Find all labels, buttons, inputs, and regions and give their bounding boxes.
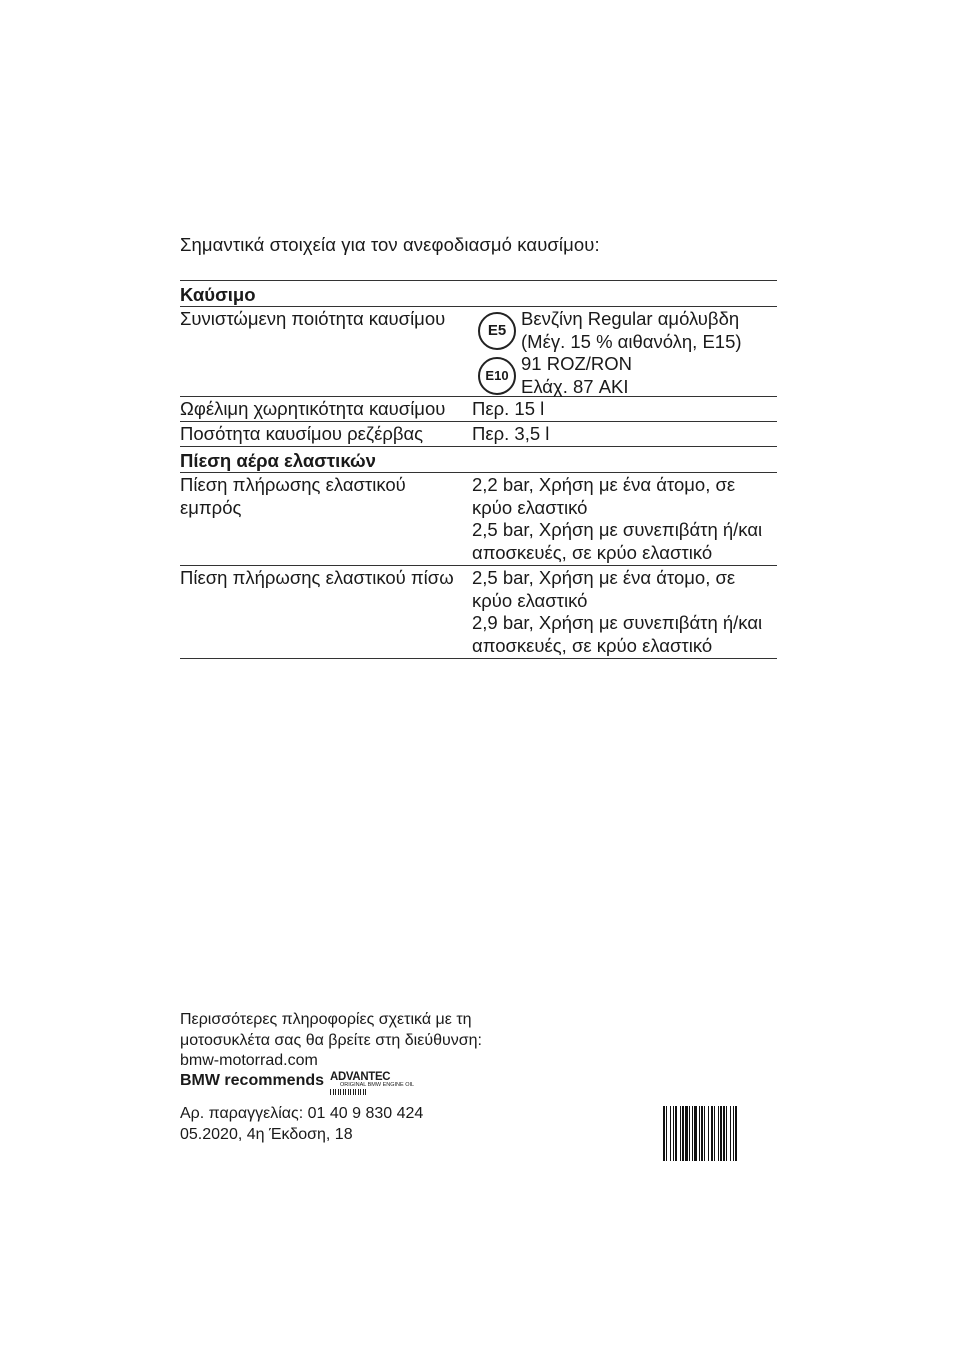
recommends-text: BMW recommends	[180, 1072, 325, 1089]
fuel-section-title: Καύσιμο	[180, 284, 256, 305]
advantec-logo-icon	[330, 1070, 430, 1096]
tyre-rear-solo-cont: κρύο ελαστικό	[472, 589, 588, 611]
fuel-reserve-row	[180, 422, 777, 446]
website-link[interactable]: bmw-motorrad.com	[180, 1052, 318, 1069]
fuel-reserve-value: Περ. 3,5 l	[472, 423, 550, 444]
tyre-rear-pillion-cont: αποσκευές, σε κρύο ελαστικό	[472, 634, 713, 656]
tyre-rear-solo: 2,5 bar, Χρήση με ένα άτομο, σε	[472, 567, 736, 588]
tyre-section-title: Πίεση αέρα ελαστικών	[180, 450, 376, 471]
spec-table	[180, 280, 777, 659]
footer-info-line1: Περισσότερες πληροφορίες σχετικά με τη	[180, 1011, 472, 1028]
fuel-quality-row	[180, 307, 777, 396]
intro-text: Σημαντικά στοιχεία για τον ανεφοδιασμό καυσίμου:	[180, 234, 600, 255]
tyre-front-row	[180, 473, 777, 565]
advantec-stripes	[330, 1089, 368, 1095]
advantec-logo-text: ADVANTEC	[330, 1069, 391, 1083]
fuel-type: Βενζίνη Regular αμόλυβδη	[521, 308, 740, 329]
fuel-quality-label: Συνιστώμενη ποιότητα καυσίμου	[180, 308, 446, 329]
tyre-rear-row	[180, 566, 777, 658]
tyre-front-solo: 2,2 bar, Χρήση με ένα άτομο, σε	[472, 474, 736, 495]
order-number: Αρ. παραγγελίας: 01 40 9 830 424	[180, 1105, 424, 1122]
fuel-octane-ron: 91 ROZ/RON	[521, 353, 633, 374]
tyre-front-pillion-cont: αποσκευές, σε κρύο ελαστικό	[472, 541, 713, 563]
e5-badge-icon: E5	[478, 312, 516, 350]
fuel-octane-aki: Ελάχ. 87 AKI	[521, 375, 629, 397]
fuel-capacity-value: Περ. 15 l	[472, 398, 545, 419]
footer-info-line2: μοτοσυκλέτα σας θα βρείτε στη διεύθυνση:	[180, 1031, 482, 1049]
order-info	[180, 1104, 423, 1145]
fuel-capacity-row	[180, 397, 777, 421]
tyre-rear-label: Πίεση πλήρωσης ελαστικού πίσω	[180, 567, 454, 588]
footer-info	[180, 1010, 482, 1072]
fuel-reserve-label: Ποσότητα καυσίμου ρεζέρβας	[180, 423, 424, 444]
e10-badge-icon: E10	[478, 357, 516, 395]
advantec-logo-subtext: ORIGINAL BMW ENGINE OIL	[340, 1082, 415, 1088]
tyre-front-pillion: 2,5 bar, Χρήση με συνεπιβάτη ή/και	[472, 519, 763, 540]
barcode-icon	[663, 1106, 777, 1161]
tyre-front-solo-cont: κρύο ελαστικό	[472, 496, 588, 518]
tyre-front-label: Πίεση πλήρωσης ελαστικού εμπρός	[180, 474, 406, 518]
tyre-rear-pillion: 2,9 bar, Χρήση με συνεπιβάτη ή/και	[472, 612, 763, 633]
bmw-recommends	[180, 1070, 430, 1096]
fuel-ethanol: (Μέγ. 15 % αιθανόλη, E15)	[521, 330, 742, 352]
fuel-capacity-label: Ωφέλιμη χωρητικότητα καυσίμου	[180, 398, 446, 419]
edition-info: 05.2020, 4η Έκδοση, 18	[180, 1125, 353, 1143]
